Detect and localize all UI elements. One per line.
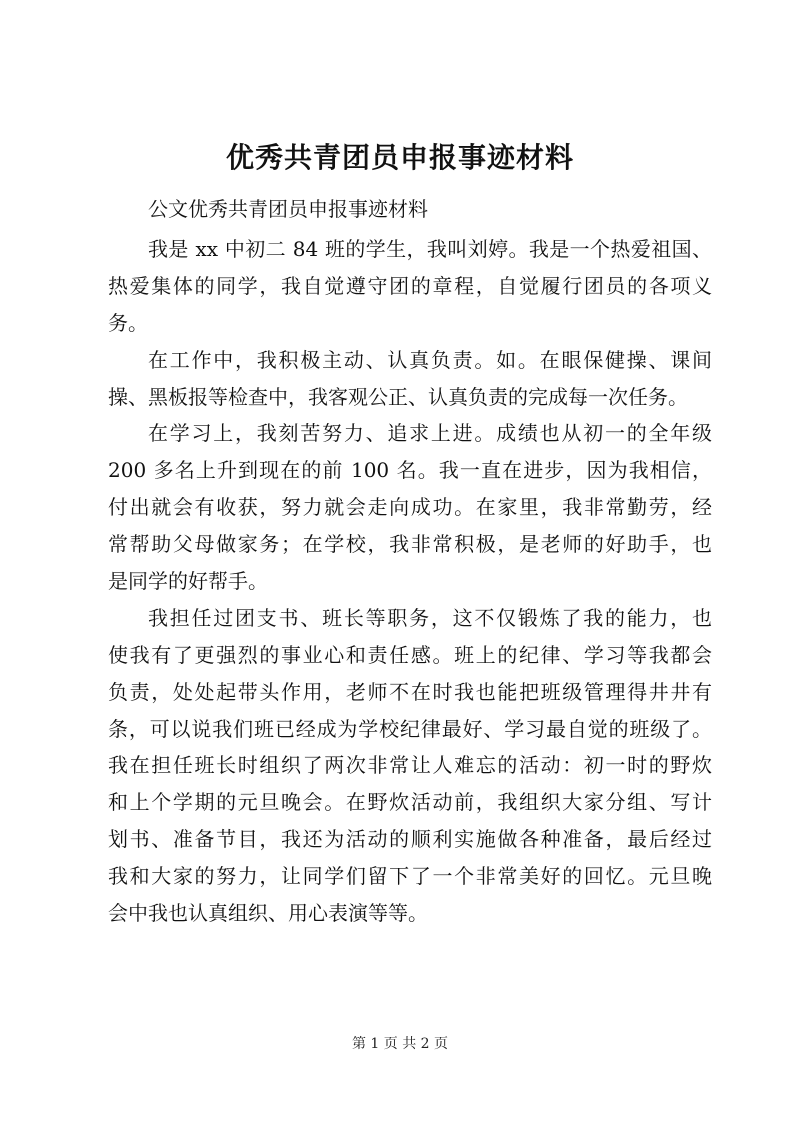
paragraph-line: 使我有了更强烈的事业心和责任感。班上的纪律、学习等我都会	[108, 642, 712, 667]
paragraph-line: 我是 xx 中初二 84 班的学生，我叫刘婷。我是一个热爱祖国、	[148, 237, 712, 261]
paragraph-line: 我和大家的努力，让同学们留下了一个非常美好的回忆。元旦晚	[108, 864, 712, 889]
paragraph-line: 负责，处处起带头作用，老师不在时我也能把班级管理得井井有	[108, 679, 712, 704]
paragraph-line: 在学习上，我刻苦努力、追求上进。成绩也从初一的全年级	[148, 421, 712, 446]
paragraph-line: 热爱集体的同学，我自觉遵守团的章程，自觉履行团员的各项义	[108, 273, 712, 298]
paragraph-line: 操、黑板报等检查中，我客观公正、认真负责的完成每一次任务。	[108, 384, 688, 409]
page-footer: 第 1 页 共 2 页	[351, 1036, 449, 1052]
paragraph-line: 条，可以说我们班已经成为学校纪律最好、学习最自觉的班级了。	[108, 716, 712, 741]
paragraph-line: 在工作中，我积极主动、认真负责。如。在眼保健操、课间	[148, 347, 712, 372]
paragraph-line: 会中我也认真组织、用心表演等等。	[108, 901, 428, 926]
paragraph-line: 和上个学期的元旦晚会。在野炊活动前，我组织大家分组、写计	[108, 790, 712, 815]
paragraph-line: 务。	[108, 310, 148, 335]
paragraph-3	[108, 415, 712, 599]
paragraph-line: 划书、准备节目，我还为活动的顺利实施做各种准备，最后经过	[108, 827, 712, 852]
document-subtitle: 公文优秀共青团员申报事迹材料	[148, 197, 428, 221]
paragraph-line: 我担任过团支书、班长等职务，这不仅锻炼了我的能力，也	[148, 605, 712, 630]
paragraph-line: 我在担任班长时组织了两次非常让人难忘的活动：初一时的野炊	[108, 753, 712, 778]
paragraph-line: 付出就会有收获，努力就会走向成功。在家里，我非常勤劳，经	[108, 495, 712, 520]
paragraph-4	[108, 600, 712, 932]
paragraph-line: 200 多名上升到现在的前 100 名。我一直在进步，因为我相信，	[108, 458, 712, 483]
paragraph-line: 是同学的好帮手。	[108, 569, 268, 594]
paragraph-1	[108, 231, 712, 342]
document-title: 优秀共青团员申报事迹材料	[225, 141, 574, 174]
paragraph-line: 常帮助父母做家务；在学校，我非常积极，是老师的好助手，也	[108, 532, 712, 557]
document-body	[108, 231, 712, 932]
paragraph-2	[108, 342, 712, 416]
